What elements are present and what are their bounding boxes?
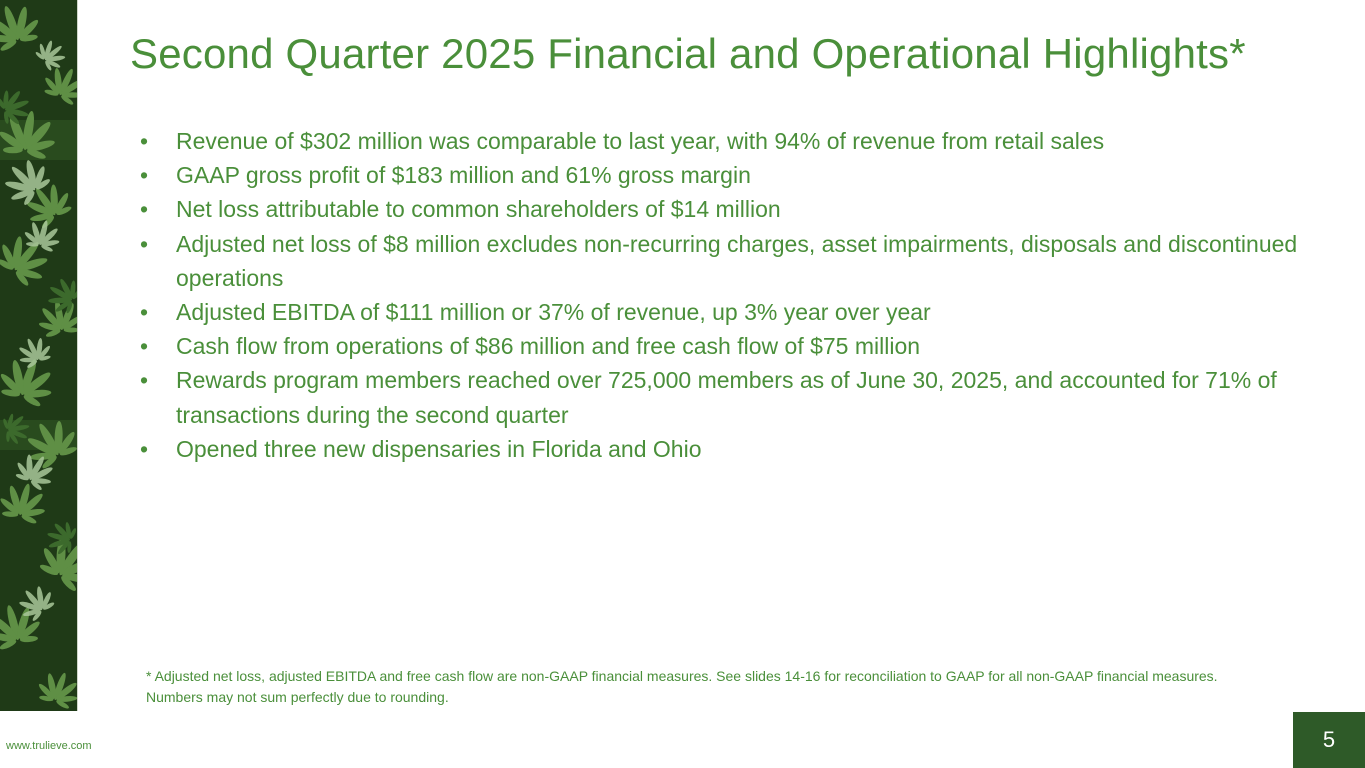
bullet-text: Revenue of $302 million was comparable to last year, with 94% of revenue from retail sales [176, 128, 1105, 154]
list-item [140, 158, 1340, 192]
bullet-icon: • [140, 333, 149, 360]
bullet-icon: • [140, 367, 149, 394]
list-item [140, 329, 1340, 363]
website-link[interactable]: www.trulieve.com [6, 740, 92, 752]
slide-title: Second Quarter 2025 Financial and Operational Highlights* [130, 30, 1246, 77]
list-item [140, 192, 1340, 226]
list-item [140, 363, 1340, 431]
bullet-text: Adjusted net loss of $8 million excludes non-recurring charges, asset impairments, disposals and discontinued operations [176, 230, 1298, 291]
list-item [140, 227, 1340, 295]
page-number-badge [1293, 712, 1365, 768]
bullet-text: Opened three new dispensaries in Florida and Ohio [176, 435, 702, 462]
bullet-icon: • [140, 128, 149, 154]
bullet-icon: • [140, 435, 149, 462]
bullet-icon: • [140, 299, 149, 326]
bullet-icon: • [140, 230, 149, 257]
bullet-icon: • [140, 196, 149, 223]
list-item [140, 295, 1340, 329]
bullet-text: Cash flow from operations of $86 million and free cash flow of $75 million [176, 333, 921, 360]
bullet-icon: • [140, 162, 149, 189]
highlights-list [140, 124, 1340, 466]
list-item [140, 124, 1340, 158]
footnote: * Adjusted net loss, adjusted EBITDA and free cash flow are non-GAAP financial measures. See slides 14-16 for reconciliation to GAAP for all non-GAAP financial measures. Numbers may not sum perfectly due to rounding. [146, 668, 1218, 705]
list-item [140, 432, 1340, 466]
bullet-text: GAAP gross profit of $183 million and 61% gross margin [176, 162, 751, 189]
bullet-text: Rewards program members reached over 725,000 members as of June 30, 2025, and accounted for 71% of transactions during the second quarter [176, 367, 1277, 428]
bullet-text: Adjusted EBITDA of $111 million or 37% of revenue, up 3% year over year [176, 299, 931, 326]
page-number: 5 [1322, 727, 1336, 752]
bullet-text: Net loss attributable to common shareholders of $14 million [176, 196, 781, 223]
cannabis-leaf-sidebar-image [0, 0, 78, 711]
